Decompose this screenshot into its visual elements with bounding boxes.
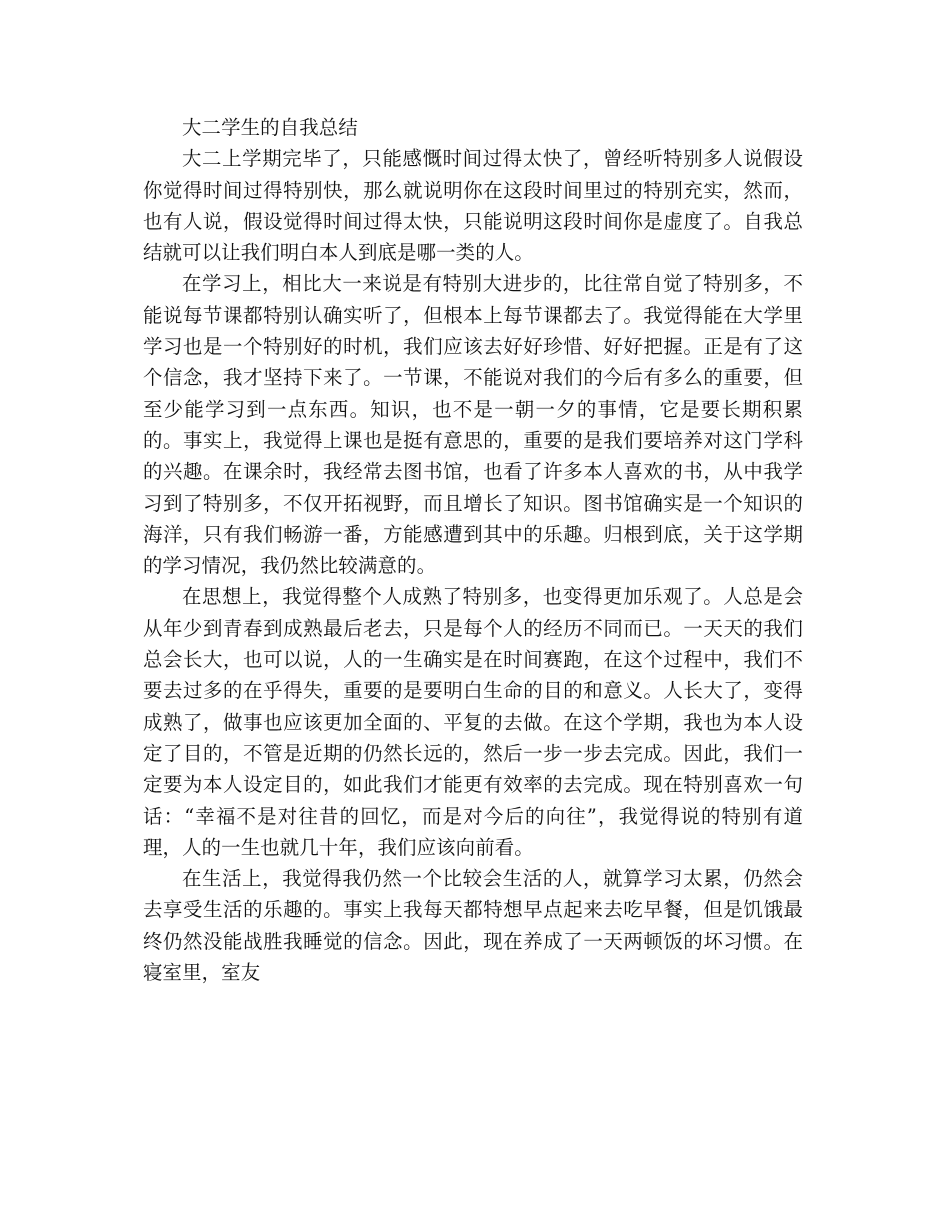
paragraph-life: 在生活上，我觉得我仍然一个比较会生活的人，就算学习太累，仍然会去享受生活的乐趣的。事实上我每天都特想早点起来去吃早餐，但是饥饿最终仍然没能战胜我睡觉的信念。因此，现在养成了一天两顿饭的坏习惯。在寝室里，室友	[143, 867, 803, 985]
paragraph-intro: 大二上学期完毕了，只能感慨时间过得太快了，曾经听特别多人说假设你觉得时间过得特别快，那么就说明你在这段时间里过的特别充实，然而，也有人说，假设觉得时间过得太快，只能说明这段时间你是虚度了。自我总结就可以让我们明白本人到底是哪一类的人。	[143, 147, 803, 265]
document-body	[143, 112, 803, 988]
document-title: 大二学生的自我总结	[182, 116, 358, 139]
paragraph-thought: 在思想上，我觉得整个人成熟了特别多，也变得更加乐观了。人总是会从年少到青春到成熟最后老去，只是每个人的经历不同而已。一天天的我们总会长大，也可以说，人的一生确实是在时间赛跑，在这个过程中，我们不要去过多的在乎得失，重要的是要明白生命的目的和意义。人长大了，变得成熟了，做事也应该更加全面的、平复的去做。在这个学期，我也为本人设定了目的，不管是近期的仍然长远的，然后一步一步去完成。因此，我们一定要为本人设定目的，如此我们才能更有效率的去完成。现在特别喜欢一句话：“幸福不是对往昔的回忆，而是对今后的向往”，我觉得说的特别有道理，人的一生也就几十年，我们应该向前看。	[143, 585, 803, 859]
paragraph-study: 在学习上，相比大一来说是有特别大进步的，比往常自觉了特别多，不能说每节课都特别认确实听了，但根本上每节课都去了。我觉得能在大学里学习也是一个特别好的时机，我们应该去好好珍惜、好好把握。正是有了这个信念，我才坚持下来了。一节课，不能说对我们的今后有多么的重要，但至少能学习到一点东西。知识，也不是一朝一夕的事情，它是要长期积累的。事实上，我觉得上课也是挺有意思的，重要的是我们要培养对这门学科的兴趣。在课余时，我经常去图书馆，也看了许多本人喜欢的书，从中我学习到了特别多，不仅开拓视野，而且增长了知识。图书馆确实是一个知识的海洋，只有我们畅游一番，方能感遭到其中的乐趣。归根到底，关于这学期的学习情况，我仍然比较满意的。	[143, 272, 803, 578]
